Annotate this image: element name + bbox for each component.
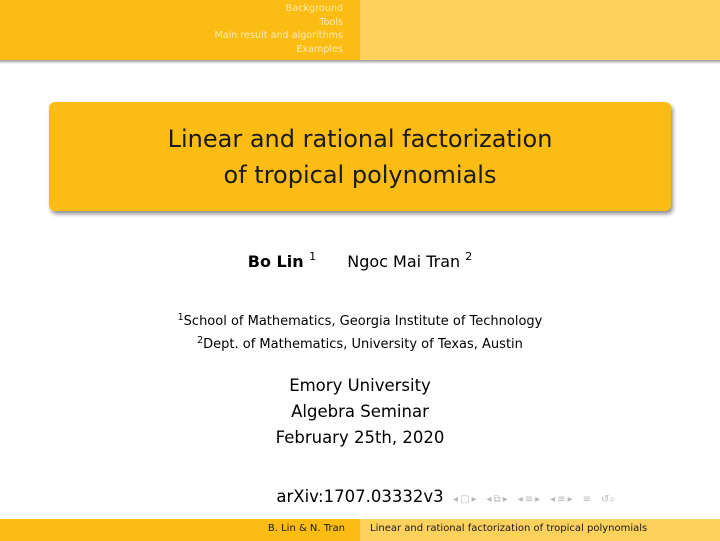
subsection-icon[interactable]: ⧉	[493, 494, 501, 505]
author-2-sup: 2	[465, 250, 473, 263]
nav-item-tools[interactable]: Tools	[319, 16, 343, 28]
nav-item-background[interactable]: Background	[285, 3, 343, 14]
header-bar	[0, 0, 720, 60]
section-icon[interactable]: ≡	[524, 494, 534, 505]
footer-authors: B. Lin & N. Tran	[267, 523, 345, 534]
title-line-1: Linear and rational factorization	[167, 124, 553, 153]
header-subsection-nav	[360, 0, 720, 60]
footer-bar	[0, 519, 720, 541]
venue-date: February 25th, 2020	[275, 428, 445, 447]
author-1	[248, 252, 316, 271]
affiliations	[0, 308, 720, 354]
search-zoom-icon[interactable]: ↺⌕	[601, 494, 615, 505]
section-next-icon[interactable]: ▸	[535, 494, 541, 505]
venue	[0, 373, 720, 451]
arxiv-id: arXiv:1707.03332v3	[276, 487, 444, 506]
subsection-prev-icon[interactable]: ◂	[486, 494, 492, 505]
section-prev-icon[interactable]: ◂	[517, 494, 523, 505]
footer-right	[360, 519, 720, 541]
title-line-2: of tropical polynomials	[223, 160, 497, 189]
align-icon[interactable]: ≡	[582, 494, 592, 505]
author-2-name: Ngoc Mai Tran	[347, 252, 461, 271]
nav-item-examples[interactable]: Examples	[296, 44, 343, 56]
author-1-sup: 1	[309, 250, 317, 263]
affiliation-2-text: Dept. of Mathematics, University of Texas, Austin	[203, 337, 523, 352]
authors	[0, 250, 720, 271]
affiliation-1-text: School of Mathematics, Georgia Institute of Technology	[183, 314, 543, 329]
author-1-name: Bo Lin	[247, 252, 304, 271]
header-section-nav	[0, 0, 360, 60]
author-2	[347, 252, 472, 271]
header-shadow	[0, 60, 720, 64]
frame-icon[interactable]: □	[460, 494, 470, 505]
nav-item-main-result[interactable]: Main result and algorithms	[214, 30, 343, 42]
affiliation-1	[0, 308, 720, 331]
affiliation-2	[0, 331, 720, 354]
venue-institution: Emory University	[289, 376, 431, 395]
section-nav-list	[214, 2, 343, 57]
footer-left	[0, 519, 360, 541]
beamer-nav-controls	[453, 494, 615, 505]
title-box	[49, 102, 671, 211]
venue-seminar: Algebra Seminar	[291, 402, 429, 421]
frame-prev-icon[interactable]: ◂	[453, 494, 459, 505]
doc-next-icon[interactable]: ▸	[567, 494, 573, 505]
doc-prev-icon[interactable]: ◂	[550, 494, 556, 505]
footer-title: Linear and rational factorization of tropical polynomials	[370, 523, 648, 534]
frame-next-icon[interactable]: ▸	[471, 494, 477, 505]
affiliation-1-sup: 1	[177, 312, 184, 323]
affiliation-2-sup: 2	[197, 335, 204, 346]
subsection-next-icon[interactable]: ▸	[502, 494, 508, 505]
doc-icon[interactable]: ≡	[557, 494, 566, 505]
